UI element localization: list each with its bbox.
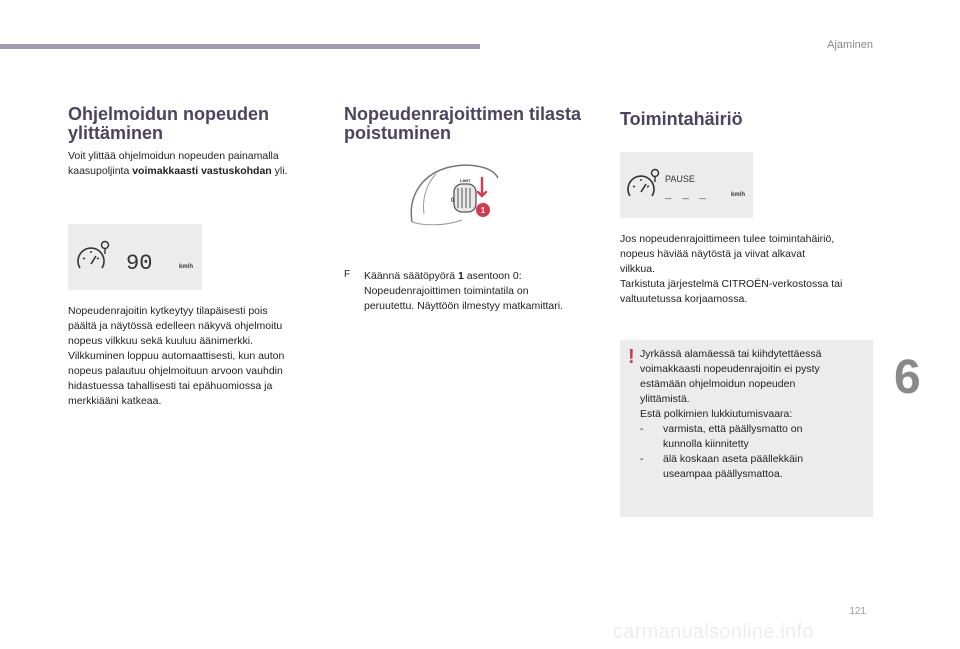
page-number: 121 [849, 606, 866, 617]
warning-icon: ! [628, 346, 635, 368]
warning-text [640, 347, 865, 482]
bullet-paragraph [364, 269, 602, 314]
section-label: Ajaminen [827, 39, 873, 51]
text-line: nopeus häviää näytöstä ja viivat alkavat [620, 248, 806, 260]
display-dashes: _ _ _ [665, 190, 709, 202]
speedometer-icon [620, 152, 753, 218]
list-item [640, 452, 865, 482]
title-line: poistuminen [344, 123, 451, 143]
speedometer-icon [68, 224, 202, 290]
section-title: Toimintahäiriö [620, 109, 743, 129]
text-line: Käännä säätöpyörä [364, 270, 458, 282]
text-line: nopeus palautuu ohjelmoituun arvoon vauhdin [68, 365, 283, 377]
text-line: päältä ja näytössä edelleen näkyvä ohjelmoitu [68, 320, 283, 332]
chapter-number: 6 [894, 351, 921, 404]
display-speed: 90 [126, 251, 153, 276]
text-line: vilkkua. [620, 263, 656, 275]
text-line: estämään ohjelmoidun nopeuden [640, 378, 796, 390]
text-line: älä koskaan aseta päällekkäin [663, 453, 804, 465]
text-line: voimakkaasti nopeudenrajoitin ei pysty [640, 363, 820, 375]
text-line: useampaa päällysmattoa. [663, 468, 783, 480]
section-malfunction [620, 110, 888, 129]
text-line: Estä polkimien lukkiutumisvaara: [640, 408, 793, 420]
list-item [640, 422, 865, 452]
text-line: Nopeudenrajoittimen toimintatila on [364, 285, 529, 297]
intro-paragraph [68, 149, 336, 179]
text-line: asentoon 0: [463, 270, 522, 282]
display-unit: km/h [179, 264, 194, 270]
text-line: Voit ylittää ohjelmoidun nopeuden painamalla [68, 150, 279, 162]
text-line: Jos nopeudenrajoittimeen tulee toimintahäiriö, [620, 233, 835, 245]
section-title [68, 105, 336, 143]
warning-paragraph [640, 347, 865, 422]
pause-display [620, 152, 753, 218]
text-line: valtuutetussa korjaamossa. [620, 293, 748, 305]
section-title [344, 105, 612, 143]
warning-box [620, 340, 873, 517]
malfunction-body [620, 232, 888, 307]
list-dash: - [640, 423, 644, 435]
text-line: kaasupoljinta [68, 165, 133, 177]
body-paragraph [68, 304, 336, 409]
steering-wheel-illustration [406, 160, 502, 232]
text-line: Vilkkuminen loppuu automaattisesti, kun auton [68, 350, 285, 362]
title-line: ylittäminen [68, 123, 164, 143]
text-line: yli. [271, 165, 288, 177]
text-line: Jyrkässä alamäessä tai kiihdytettäessä [640, 348, 822, 360]
overspeed-body [68, 304, 336, 409]
watermark: carmanualsonline.info [613, 621, 814, 643]
display-unit: km/h [731, 192, 746, 198]
text-line: Tarkistuta järjestelmä CITROËN-verkostossa tai [620, 278, 843, 290]
title-line: Ohjelmoidun nopeuden [68, 104, 269, 124]
bold-text: voimakkaasti vastuskohdan [132, 165, 272, 177]
text-line: nopeus vilkkuu sekä kuuluu äänimerkki. [68, 335, 254, 347]
section-exit-limiter [344, 105, 612, 143]
title-line: Nopeudenrajoittimen tilasta [344, 104, 582, 124]
display-status: PAUSE [665, 174, 695, 184]
arrow-down-icon [478, 178, 486, 196]
text-line: hidastuessa tahallisesti tai epähuomiossa ja [68, 380, 273, 392]
text-line: varmista, että päällysmatto on [663, 423, 803, 435]
bold-text: 1 [458, 270, 464, 282]
text-line: peruutettu. Näyttöön ilmestyy matkamittari. [364, 300, 563, 312]
bullet-icon: F [344, 269, 351, 280]
instruction-bullet [344, 269, 602, 314]
knob-label: LIMIT [460, 178, 471, 183]
body-paragraph [620, 232, 888, 307]
text-line: Nopeudenrajoitin kytkeytyy tilapäisesti pois [68, 305, 268, 317]
text-line: ylittämistä. [640, 393, 690, 405]
text-line: merkkiääni katkeaa. [68, 395, 162, 407]
section-overspeed [68, 105, 336, 179]
speed-display [68, 224, 202, 290]
callout-number: 1 [480, 206, 486, 215]
text-line: kunnolla kiinnitetty [663, 438, 749, 450]
list-dash: - [640, 453, 644, 465]
warning-list [640, 422, 865, 482]
header-bar [0, 44, 480, 49]
knob-label: 0 [451, 198, 455, 204]
